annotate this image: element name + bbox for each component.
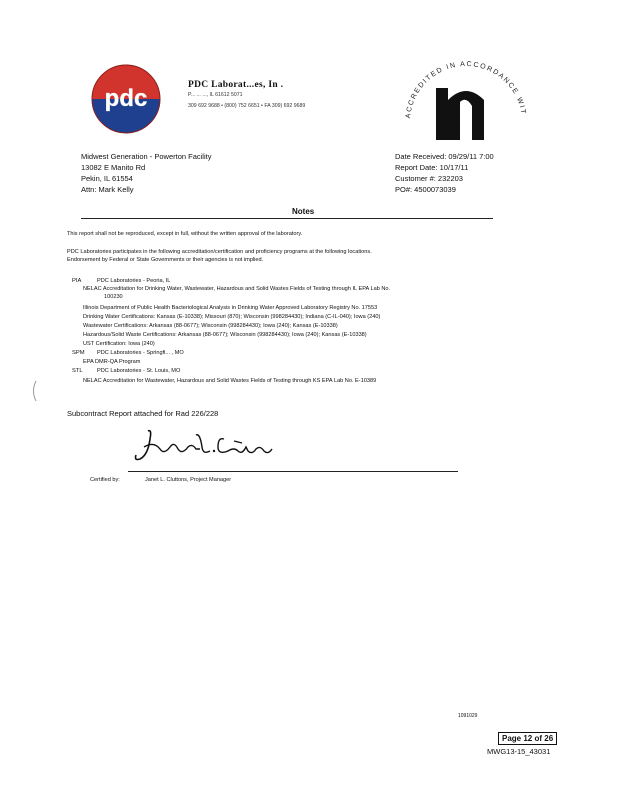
client-street: 13082 E Manito Rd [81,163,146,172]
accreditation-intro-1: PDC Laboratories participates in the following accreditation/certification and proficiency programs at the following locations. [67,249,372,255]
client-city: Pekin, IL 61554 [81,174,133,183]
spm-line-1: EPA DMR-QA Program [83,359,141,365]
subcontract-note: Subcontract Report attached for Rad 226/228 [67,409,219,418]
pia-line-7: UST Certification: Iowa (240) [83,341,155,347]
location-name-stl: PDC Laboratories - St. Louis, MO [97,368,181,374]
company-address: P... ... ..., IL 61612 5071 [188,92,243,98]
pia-line-4: Drinking Water Certifications: Kansas (E-10338); Missouri (870); Wisconsin (998284430); Indiana (C-IL-040); Iowa (240) [83,314,381,320]
footer-small-code: 1091029 [458,713,478,719]
logo-text: pdc [104,85,148,112]
pia-line-2: 100230 [104,294,123,300]
client-attn: Attn: Mark Kelly [81,185,134,194]
pdc-logo-icon [87,60,165,138]
signature [130,425,280,470]
seal-text: ACCREDITED IN ACCORDANCE WIT [405,60,527,119]
stl-line-1: NELAC Accreditation for Wastewater, Hazardous and Solid Wastes Fields of Testing through KS EPA Lab No. E-10389 [83,378,377,384]
pia-line-5: Wastewater Certifications: Arkansas (88-0677); Wisconsin (998284430); Iowa (240); Kansas (E-10338) [83,323,338,329]
notes-title: Notes [292,207,315,216]
customer-number: Customer #: 232203 [395,174,463,183]
handwritten-signature-icon [130,425,280,470]
po-number: PO#: 4500073039 [395,185,456,194]
pia-line-1: NELAC Accreditation for Drinking Water, Wastewater, Hazardous and Solid Wastes Fields of Testing through IL EPA Lab No. [83,286,391,292]
accreditation-intro-2: Endorsement by Federal or State Governments or their agencies is not implied. [67,257,264,263]
company-name: PDC Laborat...es, In . [188,80,284,90]
svg-text:ACCREDITED IN ACCORDANCE WIT [405,61,527,119]
location-code-spm: SPM [72,350,85,356]
accreditation-seal [396,52,536,152]
accreditation-seal-icon [396,52,536,152]
location-code-pia: PIA [72,278,82,284]
notes-rule [81,218,493,219]
pia-line-6: Hazardous/Solid Waste Certifications: Arkansas (88-0677); Wisconsin (998284430); Iowa (240); Kansas (E-10338) [83,332,367,338]
reproduction-notice: This report shall not be reproduced, except in full, without the written approval of the laboratory. [67,231,303,237]
report-date: Report Date: 10/17/11 [395,163,469,172]
page-number-box: Page 12 of 26 [498,732,557,745]
location-name-pia: PDC Laboratories - Peoria, IL [97,278,171,284]
company-phone: 309 692 9688 • (800) 752 6651 • FA 309) 692 9689 [188,103,306,109]
date-received: Date Received: 09/29/11 7:00 [395,152,494,161]
signature-line [128,471,458,472]
certified-by-signer: Janet L. Cluttons, Project Manager [145,477,232,483]
client-name: Midwest Generation - Powerton Facility [81,152,212,161]
certified-by-label: Certified by: [90,477,120,483]
pia-line-3: Illinois Department of Public Health Bacteriological Analysis in Drinking Water Approved Laboratory Registry No. 17553 [83,305,378,311]
document-id: MWG13-15_43031 [487,747,551,756]
location-code-stl: STL [72,368,83,374]
scan-mark [30,380,38,402]
pdc-logo [87,60,165,138]
location-name-spm: PDC Laboratories - Springfi... , MO [97,350,184,356]
